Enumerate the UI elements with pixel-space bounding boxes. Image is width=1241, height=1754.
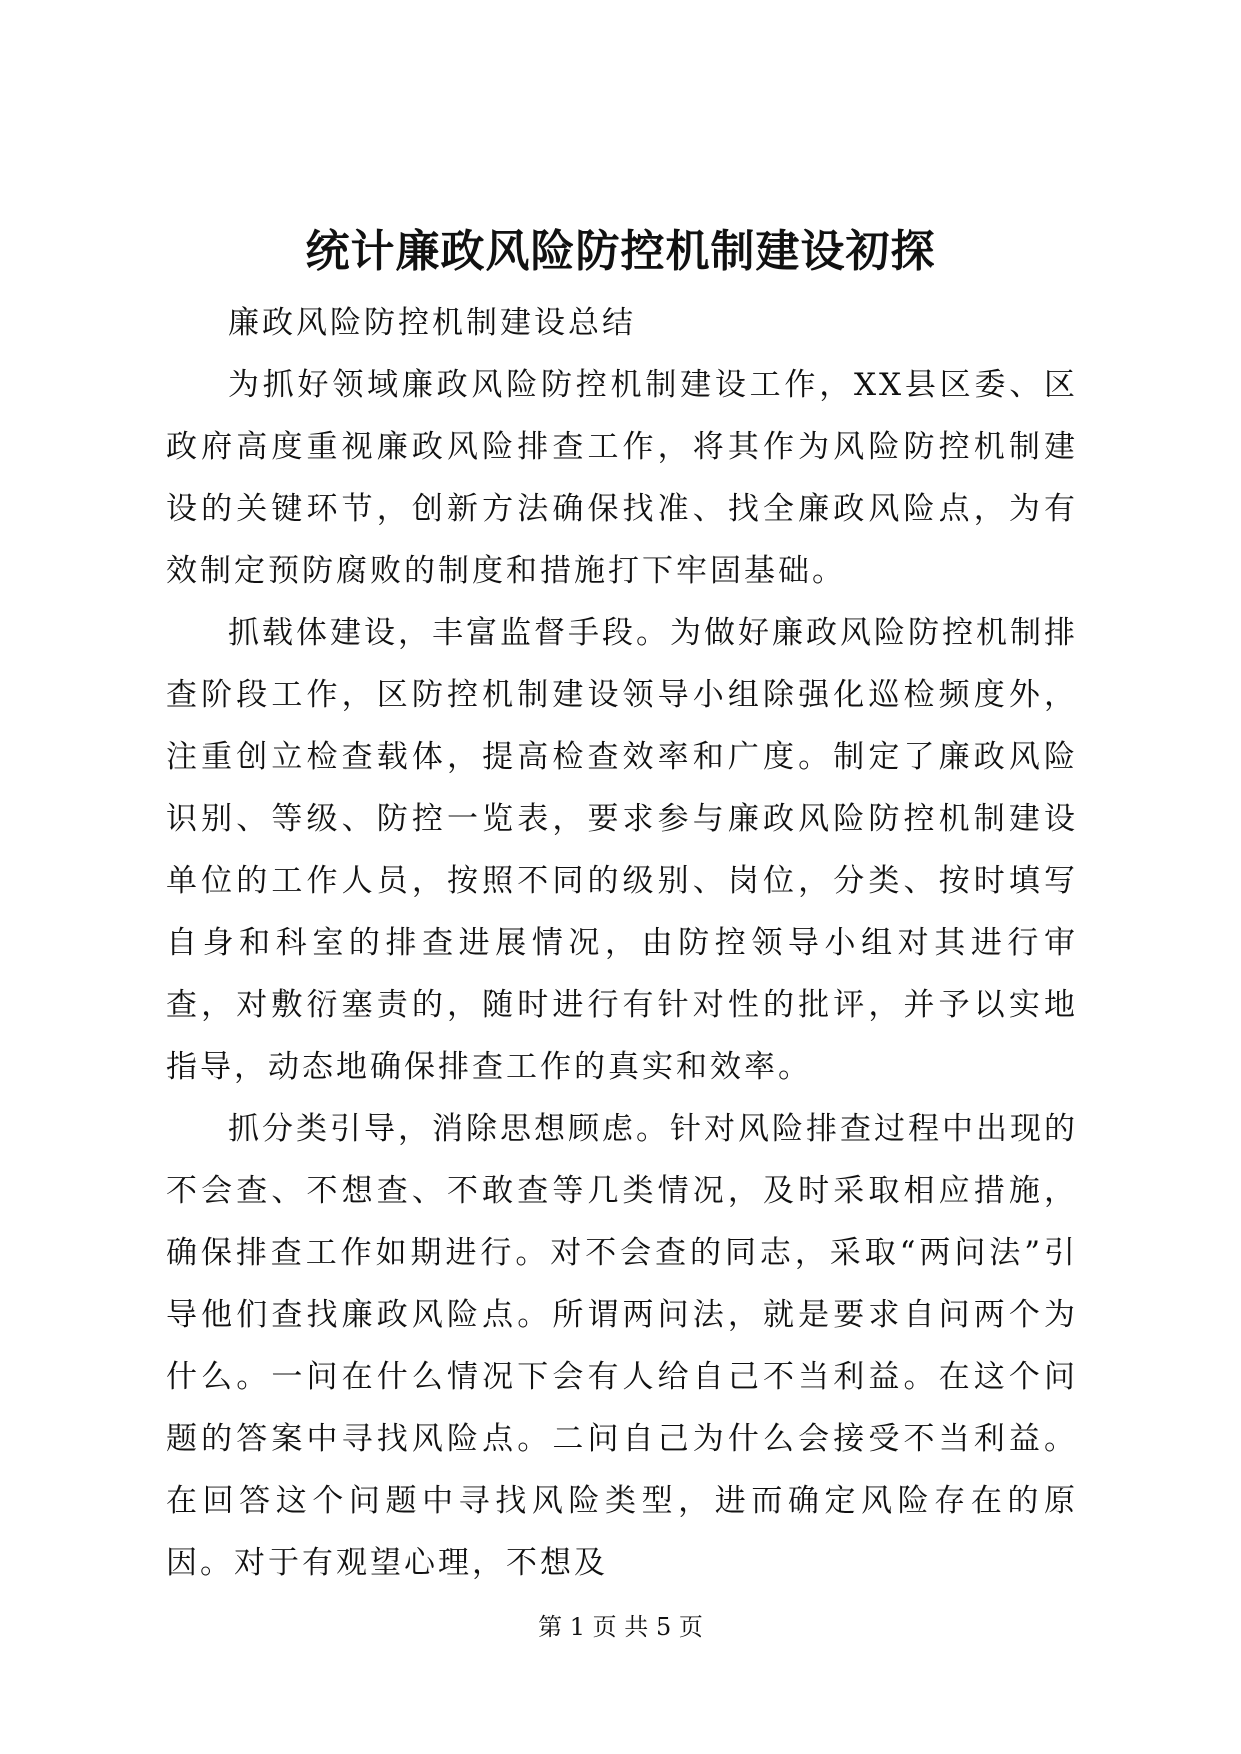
paragraph-2: 抓载体建设，丰富监督手段。为做好廉政风险防控机制排查阶段工作，区防控机制建设领导小组除强化巡检频度外，注重创立检查载体，提高检查效率和广度。制定了廉政风险识别、等级、防控一览表，要求参与廉政风险防控机制建设单位的工作人员，按照不同的级别、岗位，分类、按时填写自身和科室的排查进展情况，由防控领导小组对其进行审查，对敷衍塞责的，随时进行有针对性的批评，并予以实地指导，动态地确保排查工作的真实和效率。 — [166, 615, 1078, 1085]
document-subtitle: 廉政风险防控机制建设总结 — [228, 305, 636, 341]
page-footer: 第 1 页 共 5 页 — [538, 1613, 703, 1641]
document-body — [166, 292, 1078, 1594]
paragraph-1: 为抓好领域廉政风险防控机制建设工作，XX县区委、区政府高度重视廉政风险排查工作，将其作为风险防控机制建设的关键环节，创新方法确保找准、找全廉政风险点，为有效制定预防腐败的制度和措施打下牢固基础。 — [166, 367, 1078, 589]
document-title: 统计廉政风险防控机制建设初探 — [305, 226, 936, 277]
paragraph-3: 抓分类引导，消除思想顾虑。针对风险排查过程中出现的不会查、不想查、不敢查等几类情况，及时采取相应措施，确保排查工作如期进行。对不会查的同志，采取“两问法”引导他们查找廉政风险点。所谓两问法，就是要求自问两个为什么。一问在什么情况下会有人给自己不当利益。在这个问题的答案中寻找风险点。二问自己为什么会接受不当利益。在回答这个问题中寻找风险类型，进而确定风险存在的原因。对于有观望心理，不想及 — [166, 1111, 1078, 1581]
